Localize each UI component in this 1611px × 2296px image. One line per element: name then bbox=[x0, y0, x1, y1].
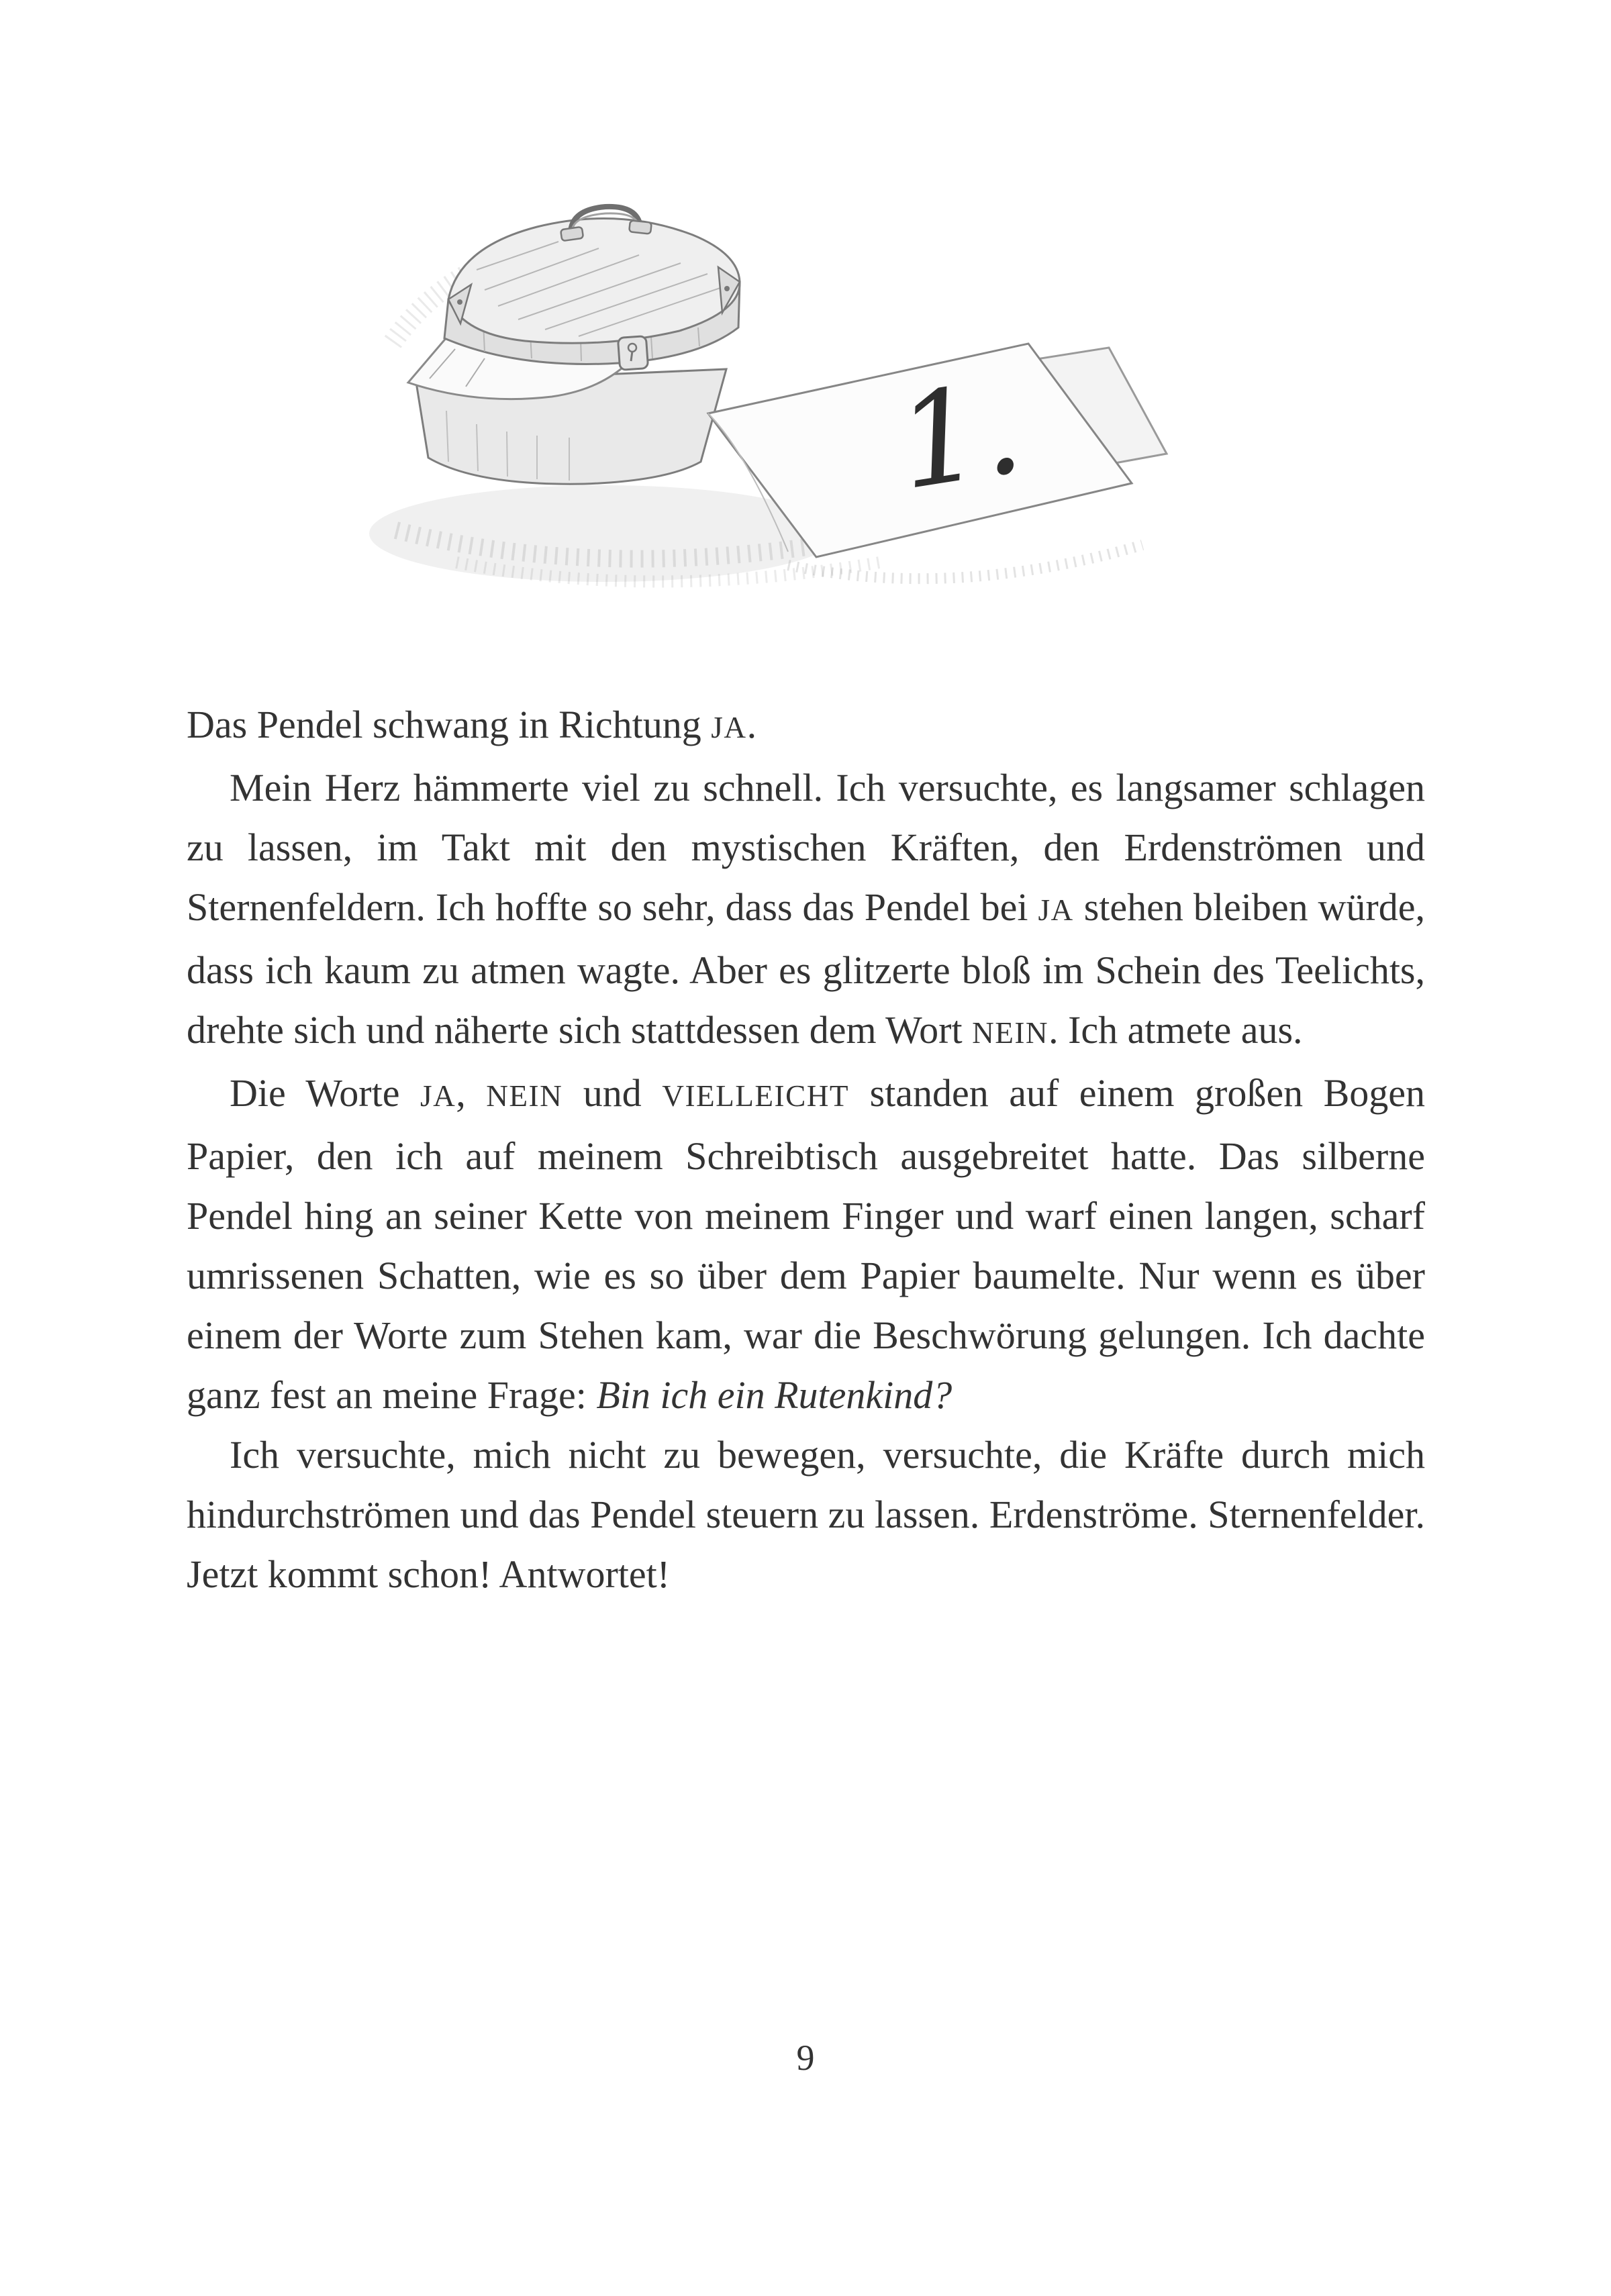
text-run: stehen bleiben würde, dass ich kaum zu atmen wagte. Aber es glitzerte bloß im Schein des Teelichts, drehte sich und näherte sich stattdessen dem Wort bbox=[187, 885, 1425, 1052]
paragraph bbox=[187, 758, 1425, 1063]
paragraph bbox=[187, 1425, 1425, 1604]
paragraph bbox=[187, 695, 1425, 758]
chest-lid-top bbox=[448, 219, 740, 344]
page-number: 9 bbox=[796, 2038, 815, 2078]
smallcaps-word: NEIN bbox=[486, 1079, 563, 1113]
smallcaps-word: VIELLEICHT bbox=[662, 1079, 850, 1113]
text-run: , bbox=[456, 1071, 487, 1115]
text-run: und bbox=[563, 1071, 663, 1115]
text-run: . bbox=[746, 703, 757, 746]
paragraph bbox=[187, 1063, 1425, 1425]
text-run: . Ich atmete aus. bbox=[1048, 1008, 1303, 1052]
smallcaps-word: JA bbox=[420, 1079, 456, 1113]
smallcaps-word: JA bbox=[1038, 893, 1074, 927]
smallcaps-word: NEIN bbox=[972, 1016, 1049, 1050]
chest-and-papers-sketch bbox=[315, 168, 1215, 624]
smallcaps-word: JA bbox=[711, 711, 747, 744]
italic-phrase: Bin ich ein Rutenkind? bbox=[596, 1373, 953, 1417]
text-run: standen auf einem großen Bogen Papier, den ich auf meinem Schreibtisch ausgebreitet hatte. Das silberne Pendel hing an seiner Kette von meinem Finger und warf einen langen, scharf umrissenen Schatten, wie es so über dem Papier baumelte. Nur wenn es über einem der Worte zum Stehen kam, war die Beschwörung gelungen. Ich dachte ganz fest an meine Frage: bbox=[187, 1071, 1426, 1417]
body-text bbox=[187, 695, 1425, 1604]
chapter-illustration bbox=[315, 168, 1215, 624]
text-run: Ich versuchte, mich nicht zu bewegen, versuchte, die Kräfte durch mich hindurchströmen und das Pendel steuern zu lassen. Erdenströme. Sternenfelder. Jetzt kommt schon! Antwortet! bbox=[187, 1433, 1425, 1596]
text-run: Das Pendel schwang in Richtung bbox=[187, 703, 712, 746]
chapter-number: 1. bbox=[887, 352, 1032, 519]
text-run: Die Worte bbox=[230, 1071, 420, 1115]
text-run: Mein Herz hämmerte viel zu schnell. Ich versuchte, es langsamer schlagen zu lassen, im Takt mit den mystischen Kräften, den Erdenströmen und Sternenfeldern. Ich hoffte so sehr, dass das Pendel bei bbox=[187, 766, 1425, 929]
